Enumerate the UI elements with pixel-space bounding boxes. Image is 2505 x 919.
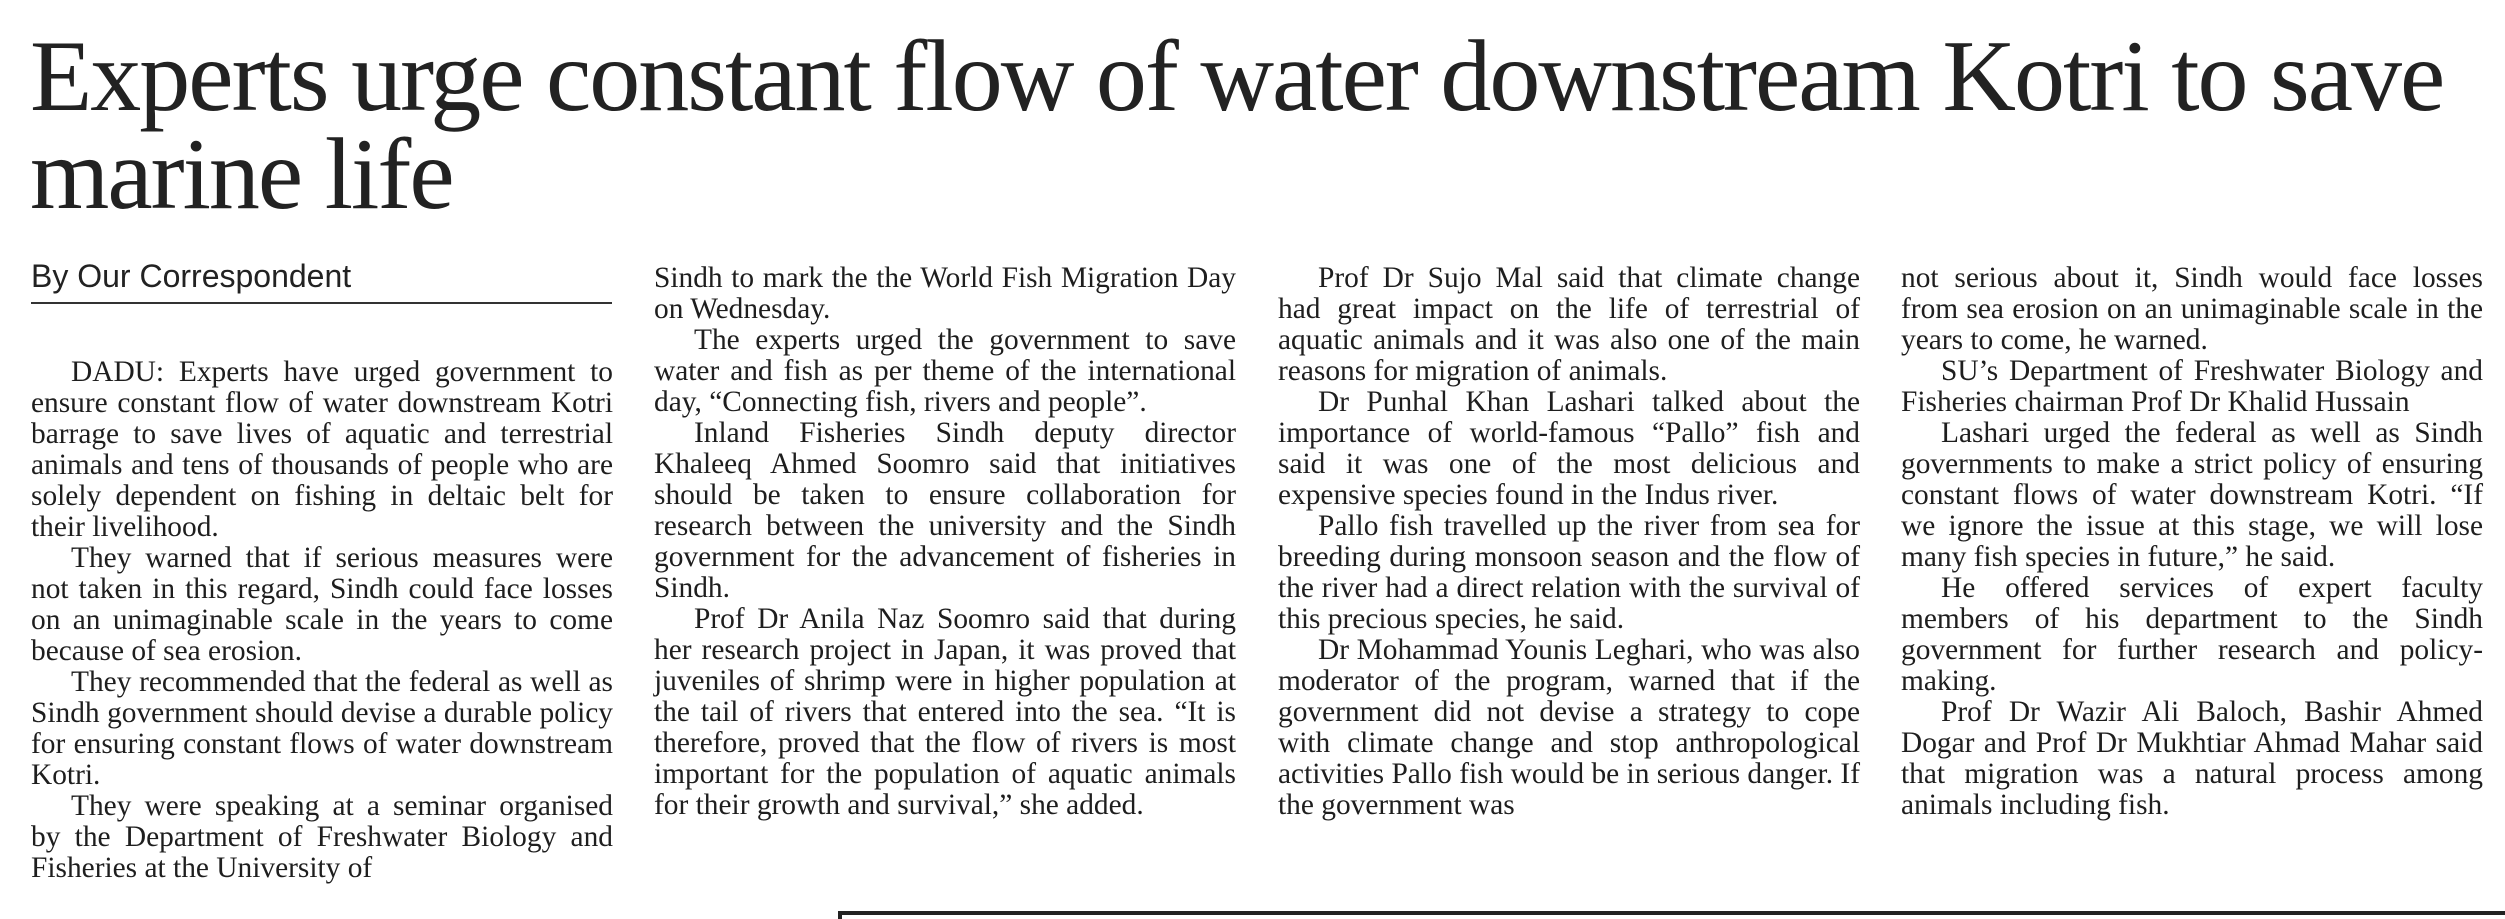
byline: By Our Correspondent	[31, 256, 612, 304]
paragraph: They recommended that the federal as well as Sindh government should devise a durable policy for ensuring constant flows of water downstream Kotri.	[31, 666, 613, 791]
paragraph: Prof Dr Anila Naz Soomro said that during her research project in Japan, it was proved that juveniles of shrimp were in higher population at the tail of rivers that entered into the sea. “It is therefore, proved that the flow of rivers is most important for the population of aquatic animals for their growth and survival,” she added.	[654, 603, 1236, 821]
paragraph: Dr Mohammad Younis Leghari, who was also moderator of the program, warned that if the government did not devise a strategy to cope with climate change and stop anthropological activities Pallo fish would be in serious danger. If the government was	[1278, 634, 1860, 821]
paragraph: Prof Dr Sujo Mal said that climate change had great impact on the life of terrestrial of aquatic animals and it was also one of the main reasons for migration of animals.	[1278, 262, 1860, 387]
article-column-1	[31, 357, 613, 884]
paragraph: DADU: Experts have urged government to ensure constant flow of water downstream Kotri barrage to save lives of aquatic and terrestrial animals and tens of thousands of people who are solely dependent on fishing in deltaic belt for their livelihood.	[31, 356, 613, 543]
article-column-4	[1901, 263, 2483, 821]
paragraph: Pallo fish travelled up the river from sea for breeding during monsoon season and the flow of the river had a direct relation with the survival of this precious species, he said.	[1278, 510, 1860, 635]
paragraph: not serious about it, Sindh would face losses from sea erosion on an unimaginable scale in the years to come, he warned.	[1901, 262, 2483, 356]
article-column-2	[654, 263, 1236, 821]
paragraph: They warned that if serious measures were not taken in this regard, Sindh could face losses on an unimaginable scale in the years to come because of sea erosion.	[31, 542, 613, 667]
headline: Experts urge constant flow of water downstream Kotri to save marine life	[30, 20, 2444, 231]
paragraph: Prof Dr Wazir Ali Baloch, Bashir Ahmed Dogar and Prof Dr Mukhtiar Ahmad Mahar said that migration was a natural process among animals including fish.	[1901, 696, 2483, 821]
article-column-3	[1278, 263, 1860, 821]
paragraph: He offered services of expert faculty members of his department to the Sindh government for further research and policy-making.	[1901, 572, 2483, 697]
divider	[838, 911, 2505, 919]
paragraph: Lashari urged the federal as well as Sindh governments to make a strict policy of ensuring constant flows of water downstream Kotri. “If we ignore the issue at this stage, we will lose many fish species in future,” he said.	[1901, 417, 2483, 573]
paragraph: Dr Punhal Khan Lashari talked about the importance of world-famous “Pallo” fish and said it was one of the most delicious and expensive species found in the Indus river.	[1278, 386, 1860, 511]
paragraph: They were speaking at a seminar organised by the Department of Freshwater Biology and Fisheries at the University of	[31, 790, 613, 884]
paragraph: The experts urged the government to save water and fish as per theme of the international day, “Connecting fish, rivers and people”.	[654, 324, 1236, 418]
paragraph: Sindh to mark the the World Fish Migration Day on Wednesday.	[654, 262, 1236, 325]
paragraph: Inland Fisheries Sindh deputy director Khaleeq Ahmed Soomro said that initiatives should be taken to ensure collaboration for research between the university and the Sindh government for the advancement of fisheries in Sindh.	[654, 417, 1236, 604]
paragraph: SU’s Department of Freshwater Biology and Fisheries chairman Prof Dr Khalid Hussain	[1901, 355, 2483, 418]
